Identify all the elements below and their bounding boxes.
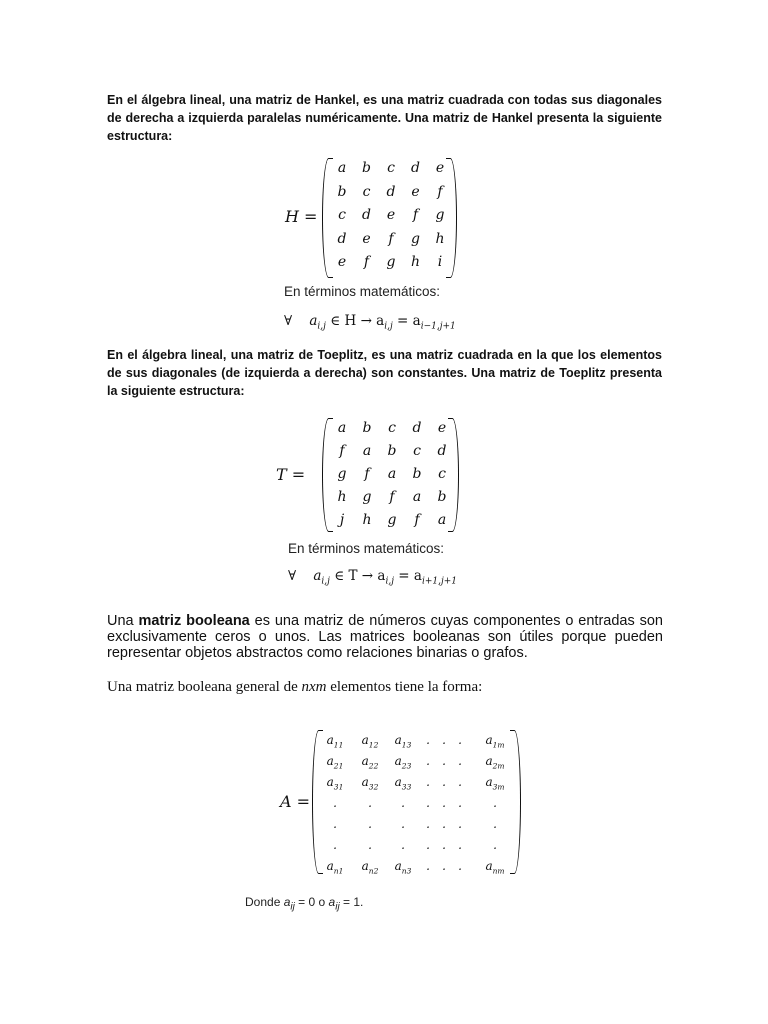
hankel-cell: g — [386, 254, 396, 270]
hankel-matrix-name: H = — [285, 207, 318, 226]
hankel-right-paren — [446, 158, 457, 278]
toeplitz-formula: ∀ $a_{i,j}$ ∈ $T \to a_{i,j} = a_{i+1,j+1}$ — [288, 568, 458, 587]
hankel-cell: d — [362, 207, 371, 223]
boolean-matrix-cell: . — [493, 796, 497, 810]
boolean-matrix-cell: . — [401, 796, 405, 810]
hankel-cell: f — [412, 207, 419, 223]
hankel-cell: e — [362, 230, 371, 247]
hankel-cell: h — [410, 254, 421, 270]
boolean-matrix-cell: . — [458, 733, 462, 747]
boolean-matrix-cell: . — [333, 838, 337, 852]
toeplitz-right-paren — [448, 418, 459, 532]
boolean-matrix-cell: . — [426, 817, 430, 831]
boolean-matrix-cell: $a_{13}$ — [394, 733, 412, 750]
boolean-matrix-cell: . — [442, 733, 446, 747]
hankel-cell: b — [362, 160, 371, 176]
boolean-matrix-cell: $a_{21}$ — [326, 754, 344, 771]
toeplitz-cell: b — [362, 420, 372, 436]
hankel-cell: h — [435, 230, 445, 247]
boolean-intro-paragraph: Una matriz booleana es una matriz de números cuyas componentes o entradas son exclusivamente ceros o unos. Las matrices booleanas son útiles porque pueden representar objetos abstractos como relaciones binarias o grafos. — [107, 613, 663, 661]
boolean-matrix-cell: $a_{3m}$ — [485, 775, 505, 792]
toeplitz-cell: a — [437, 512, 447, 528]
toeplitz-cell: f — [339, 443, 345, 459]
toeplitz-cell: j — [339, 512, 345, 528]
toeplitz-cell: a — [412, 489, 422, 505]
boolean-matrix-cell: . — [442, 859, 446, 873]
hankel-cell: d — [386, 183, 396, 200]
hankel-cell: c — [387, 160, 395, 176]
toeplitz-cell: a — [387, 466, 397, 482]
boolean-matrix-cell: $a_{31}$ — [326, 775, 344, 792]
boolean-matrix-cell: $a_{2m}$ — [485, 754, 505, 771]
toeplitz-cell: f — [389, 489, 395, 505]
hankel-cell: e — [435, 160, 445, 176]
boolean-matrix-cell: . — [368, 796, 372, 810]
boolean-matrix-cell: $a_{32}$ — [361, 775, 379, 792]
hankel-cell: f — [363, 254, 370, 270]
boolean-matrix-cell: . — [426, 859, 430, 873]
toeplitz-cell: g — [362, 489, 372, 505]
toeplitz-cell: g — [387, 512, 397, 528]
hankel-cell: e — [411, 183, 420, 200]
hankel-cell: d — [337, 230, 347, 247]
boolean-matrix-cell: . — [442, 838, 446, 852]
hankel-terms-label: En términos matemáticos: — [284, 284, 441, 299]
hankel-cell: g — [411, 230, 420, 247]
boolean-right-paren — [510, 730, 521, 874]
toeplitz-matrix-name: T = — [276, 465, 306, 484]
boolean-matrix-cell: . — [401, 838, 405, 852]
boolean-matrix-cell: . — [458, 838, 462, 852]
toeplitz-cell: b — [387, 443, 397, 459]
boolean-matrix-cell: . — [458, 817, 462, 831]
boolean-matrix-name: A = — [280, 792, 311, 811]
toeplitz-cell: g — [337, 466, 347, 482]
hankel-cell: g — [435, 207, 445, 223]
boolean-matrix-cell: . — [458, 754, 462, 768]
hankel-cell: f — [437, 183, 443, 200]
boolean-matrix-cell: . — [458, 859, 462, 873]
toeplitz-cell: d — [412, 420, 422, 436]
hankel-cell: c — [338, 207, 346, 223]
boolean-matrix-cell: . — [333, 796, 337, 810]
toeplitz-cell: c — [388, 420, 396, 436]
hankel-cell: b — [337, 183, 347, 200]
boolean-matrix-cell: $a_{n1}$ — [326, 859, 344, 876]
boolean-matrix-cell: $a_{22}$ — [361, 754, 379, 771]
toeplitz-cell: a — [362, 443, 372, 459]
boolean-matrix-cell: . — [442, 754, 446, 768]
boolean-matrix-cell: . — [458, 775, 462, 789]
toeplitz-cell: c — [413, 443, 421, 459]
boolean-term-bold: matriz booleana — [138, 613, 250, 629]
boolean-matrix-cell: . — [442, 775, 446, 789]
toeplitz-cell: h — [337, 489, 347, 505]
hankel-cell: e — [386, 207, 396, 223]
toeplitz-terms-label: En términos matemáticos: — [288, 541, 445, 556]
hankel-cell: f — [388, 230, 394, 247]
boolean-matrix-cell: . — [368, 817, 372, 831]
hankel-cell: i — [437, 254, 443, 270]
boolean-matrix-cell: $a_{11}$ — [326, 733, 344, 750]
boolean-matrix-cell: . — [426, 796, 430, 810]
boolean-general-line: Una matriz booleana general de nxm elementos tiene la forma: — [107, 679, 483, 695]
boolean-matrix-cell: . — [401, 817, 405, 831]
boolean-matrix-cell: . — [458, 796, 462, 810]
toeplitz-cell: b — [437, 489, 447, 505]
boolean-matrix-cell: . — [368, 838, 372, 852]
boolean-matrix-cell: . — [426, 733, 430, 747]
boolean-matrix-cell: $a_{33}$ — [394, 775, 412, 792]
boolean-matrix-cell: . — [442, 796, 446, 810]
toeplitz-cell: e — [437, 420, 447, 436]
boolean-matrix-cell: $a_{1m}$ — [485, 733, 505, 750]
hankel-cell: c — [362, 183, 371, 200]
boolean-matrix-cell: . — [493, 838, 497, 852]
boolean-matrix-cell: . — [442, 817, 446, 831]
hankel-paragraph: En el álgebra lineal, una matriz de Hankel, es una matriz cuadrada con todas sus diagonales de derecha a izquierda paralelas numéricamente. Una matriz de Hankel presenta la siguiente estructura: — [107, 93, 662, 143]
toeplitz-cell: f — [364, 466, 370, 482]
boolean-condition: Donde $a_{ij} = 0$ o $a_{ij} = 1$. — [245, 895, 364, 913]
boolean-matrix-cell: $a_{n3}$ — [394, 859, 412, 876]
boolean-matrix-cell: . — [333, 817, 337, 831]
hankel-cell: d — [411, 160, 420, 176]
toeplitz-cell: d — [437, 443, 447, 459]
boolean-matrix-cell: . — [426, 754, 430, 768]
boolean-matrix-cell: $a_{23}$ — [394, 754, 412, 771]
boolean-matrix-cell: $a_{nm}$ — [485, 859, 505, 876]
hankel-cell: a — [337, 160, 347, 176]
toeplitz-cell: h — [362, 512, 372, 528]
boolean-matrix-cell: . — [426, 775, 430, 789]
toeplitz-paragraph: En el álgebra lineal, una matriz de Toeplitz, es una matriz cuadrada en la que los elementos de sus diagonales (de izquierda a derecha) son constantes. Una matriz de Toeplitz presenta la siguiente estructura: — [107, 348, 662, 398]
boolean-matrix-cell: $a_{n2}$ — [361, 859, 379, 876]
boolean-matrix-cell: $a_{12}$ — [361, 733, 379, 750]
boolean-matrix-cell: . — [426, 838, 430, 852]
boolean-matrix-cell: . — [493, 817, 497, 831]
hankel-cell: e — [337, 254, 347, 270]
toeplitz-cell: c — [438, 466, 446, 482]
toeplitz-cell: b — [412, 466, 422, 482]
hankel-formula: ∀ $a_{i,j}$ ∈ $H \to a_{i,j} = a_{i-1,j+1}$ — [284, 313, 456, 332]
toeplitz-cell: f — [414, 512, 420, 528]
toeplitz-cell: a — [337, 420, 347, 436]
